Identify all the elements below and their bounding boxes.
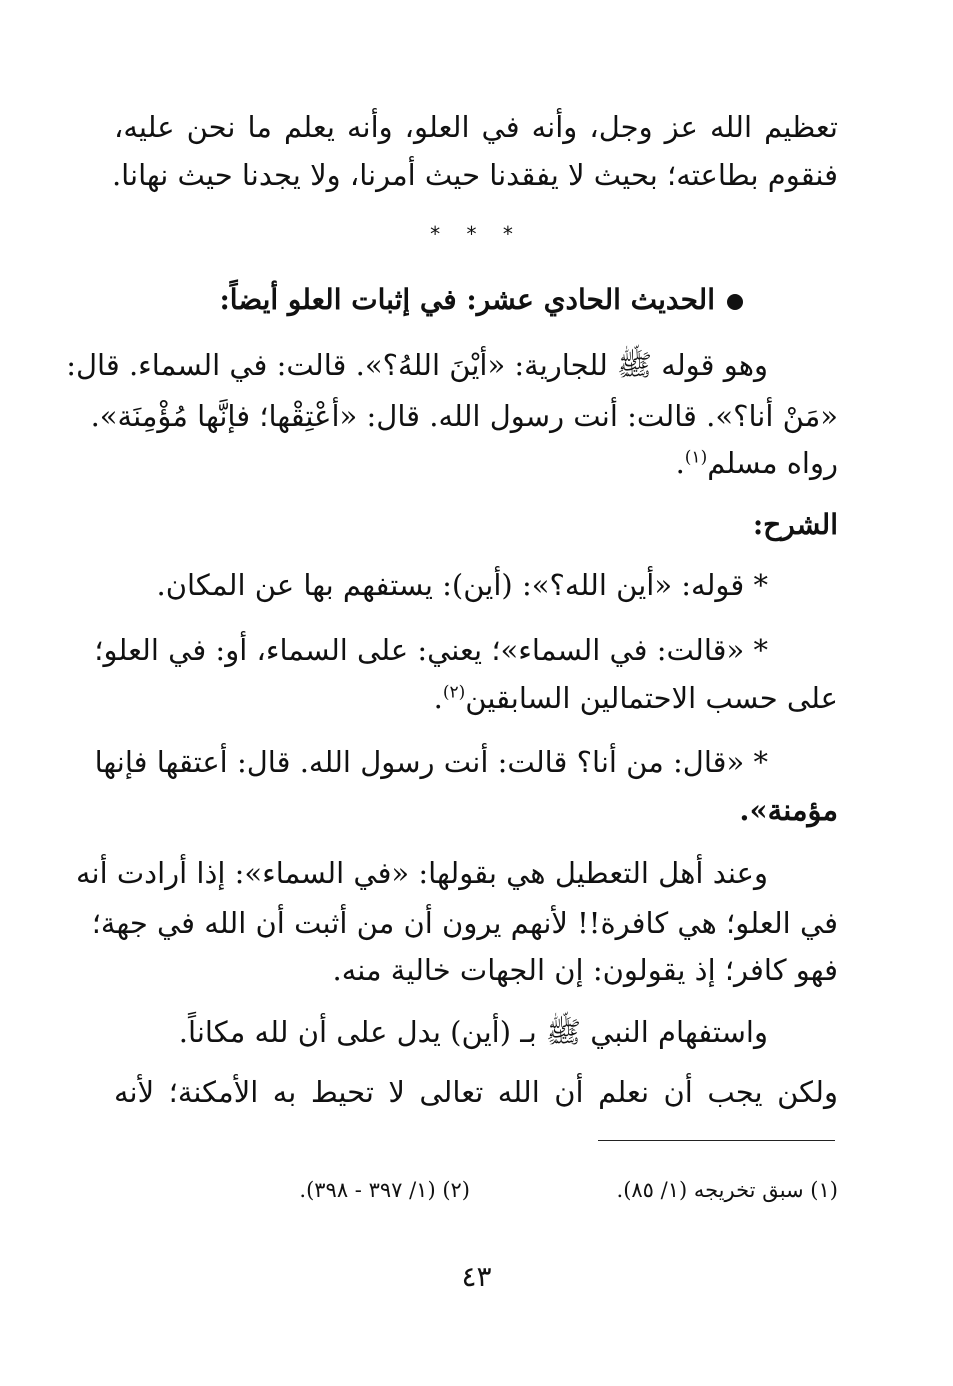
explanation-3-line-1: * «قال: من أنا؟ قالت: أنت رسول الله. قال: أعتقها فإنها (94, 745, 768, 779)
hadith-line-3 (114, 443, 838, 483)
hadith-line-1: وهو قوله ﷺ للجارية: «أيْنَ اللهُ؟». قالت: في السماء. قال: (66, 348, 768, 382)
explanation-1: * قوله: «أين الله؟»: (أين): يستفهم بها عن المكان. (156, 568, 768, 602)
footnote-ref-1: (١) (684, 447, 708, 468)
explanation-2-text: على حسب الاحتمالين السابقين (465, 681, 838, 715)
intro-line-1: تعظيم الله عز وجل، وأنه في العلو، وأنه يعلم ما نحن عليه، (114, 110, 838, 144)
footnote-ref-2: (٢) (442, 682, 466, 703)
intro-line-2: فنقوم بطاعته؛ بحيث لا يفقدنا حيث أمرنا، ولا يجدنا حيث نهانا. (111, 158, 838, 192)
footnote-1: (١) سبق تخريجه (١/ ٨٥). (616, 1178, 838, 1202)
explanation-2-line-1: * «قالت: في السماء»؛ يعني: على السماء، أو: في العلو؛ (94, 633, 768, 667)
hadith-heading (219, 280, 743, 320)
page-number: ٤٣ (461, 1260, 492, 1293)
sharh-title: الشرح: (752, 508, 838, 541)
paragraph-line-1: وعند أهل التعطيل هي بقولها: «في السماء»: إذا أرادت أنه (75, 856, 768, 890)
hadith-line-2: «مَنْ أنا؟». قالت: أنت رسول الله. قال: «أعْتِقْها؛ فإنَّها مُؤْمِنَة». (90, 399, 838, 433)
footnote-2: (٢) (١/ ٣٩٧ - ٣٩٨). (299, 1178, 470, 1202)
explanation-2-end: . (433, 681, 443, 715)
section-separator: * * * (430, 222, 523, 246)
paragraph-line-3: فهو كافر؛ إذ يقولون: إن الجهات خالية منه. (332, 953, 838, 987)
hadith-line-3-end: . (675, 446, 685, 480)
footnote-divider (598, 1140, 835, 1141)
paragraph-line-2: في العلو؛ هي كافرة!! لأنهم يرون أن من أثبت أن الله في جهة؛ (91, 906, 838, 940)
hadith-source: رواه مسلم (707, 446, 838, 480)
paragraph-line-4: واستفهام النبي ﷺ بـ (أين) يدل على أن لله مكاناً. (178, 1015, 768, 1049)
explanation-3-line-2: مؤمنة». (739, 793, 838, 827)
paragraph-line-5: ولكن يجب أن نعلم أن الله تعالى لا تحيط به الأمكنة؛ لأنه (114, 1075, 838, 1109)
bullet-icon (727, 294, 743, 310)
explanation-2-line-2 (114, 678, 838, 718)
hadith-heading-text: الحديث الحادي عشر: في إثبات العلو أيضاً: (219, 283, 715, 316)
